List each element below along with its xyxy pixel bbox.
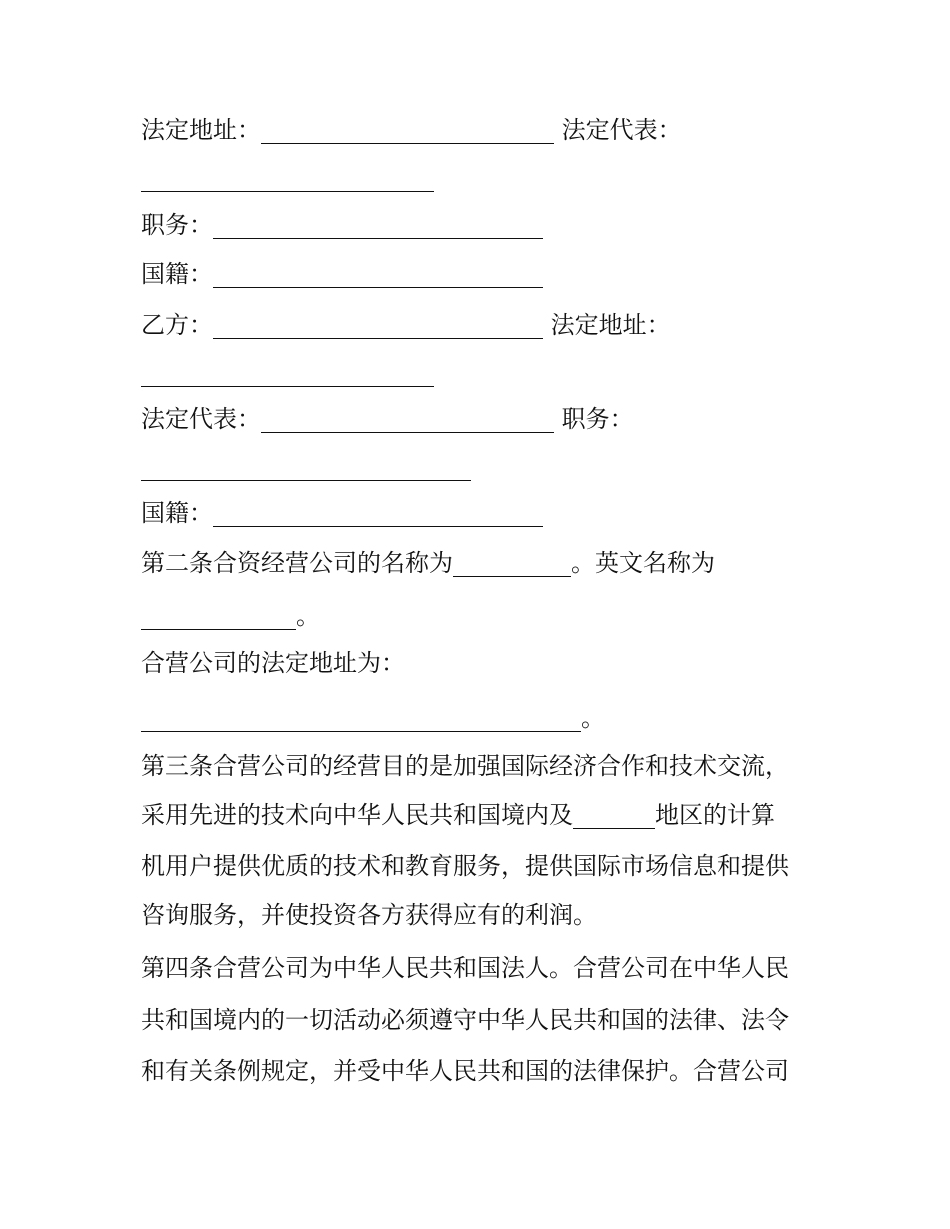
nationality-label: 国籍： <box>141 260 213 288</box>
party-b-legal-rep-blank[interactable] <box>261 431 554 433</box>
party-b-legal-address-blank[interactable] <box>141 385 434 387</box>
party-b-blank[interactable] <box>213 337 543 339</box>
legal-address-label: 法定地址： <box>141 116 261 144</box>
article4-text-1: 第四条合营公司为中华人民共和国法人。合营公司在中华人民 <box>141 954 789 982</box>
article3-line4 <box>141 900 597 930</box>
article4-text-2: 共和国境内的一切活动必须遵守中华人民共和国的法律、法令 <box>141 1006 789 1034</box>
party-b-row <box>141 310 671 340</box>
article2-address-row <box>141 648 405 678</box>
article3-text-1: 第三条合营公司的经营目的是加强国际经济合作和技术交流， <box>141 752 789 780</box>
article2-address-text: 合营公司的法定地址为： <box>141 649 405 677</box>
party-b-legal-rep-label: 法定代表： <box>141 405 261 433</box>
article3-line2 <box>141 800 775 830</box>
article3-text-4: 咨询服务，并使投资各方获得应有的利润。 <box>141 901 597 929</box>
party-b-address-blank-row <box>141 358 434 388</box>
party-b-nationality-label: 国籍： <box>141 499 213 527</box>
article3-text-3: 机用户提供优质的技术和教育服务，提供国际市场信息和提供 <box>141 852 789 880</box>
article4-line1 <box>141 953 789 983</box>
party-b-position-blank-row <box>141 452 471 482</box>
article3-text-2b: 地区的计算 <box>655 801 775 829</box>
party-b-label: 乙方： <box>141 311 213 339</box>
party-b-legal-address-label: 法定地址： <box>550 311 671 339</box>
article4-line3 <box>141 1056 789 1086</box>
article2-english-name-text: 。英文名称为 <box>571 549 715 577</box>
article4-text-3: 和有关条例规定，并受中华人民共和国的法律保护。合营公司 <box>141 1057 789 1085</box>
article4-line2 <box>141 1005 789 1035</box>
article2-name-text: 第二条合资经营公司的名称为 <box>141 549 453 577</box>
party-b-position-label: 职务： <box>561 405 634 433</box>
legal-rep-label: 法定代表： <box>561 116 682 144</box>
article3-line3 <box>141 851 789 881</box>
party-b-nationality-row <box>141 498 543 528</box>
party-a-address-row <box>141 115 682 145</box>
party-a-position-row <box>141 210 543 240</box>
position-blank[interactable] <box>213 237 543 239</box>
region-blank[interactable] <box>573 827 655 829</box>
party-a-nationality-row <box>141 259 543 289</box>
legal-rep-blank[interactable] <box>141 190 434 192</box>
article3-text-2a: 采用先进的技术向中华人民共和国境内及 <box>141 801 573 829</box>
party-a-rep-blank-row <box>141 163 434 193</box>
nationality-blank[interactable] <box>213 286 543 288</box>
article2-address-blank-row <box>141 703 605 733</box>
english-name-blank[interactable] <box>141 628 296 630</box>
article2-address-end-mark: 。 <box>581 704 605 732</box>
party-b-rep-row <box>141 404 634 434</box>
position-label: 职务： <box>141 211 213 239</box>
party-b-position-blank[interactable] <box>141 479 471 481</box>
company-address-blank[interactable] <box>141 730 581 732</box>
party-b-nationality-blank[interactable] <box>213 525 543 527</box>
article2-name-row <box>141 548 715 578</box>
article2-english-row <box>141 601 320 631</box>
company-name-blank[interactable] <box>453 575 571 577</box>
article3-line1 <box>141 751 789 781</box>
legal-address-blank[interactable] <box>261 142 554 144</box>
article2-end-mark: 。 <box>296 602 320 630</box>
